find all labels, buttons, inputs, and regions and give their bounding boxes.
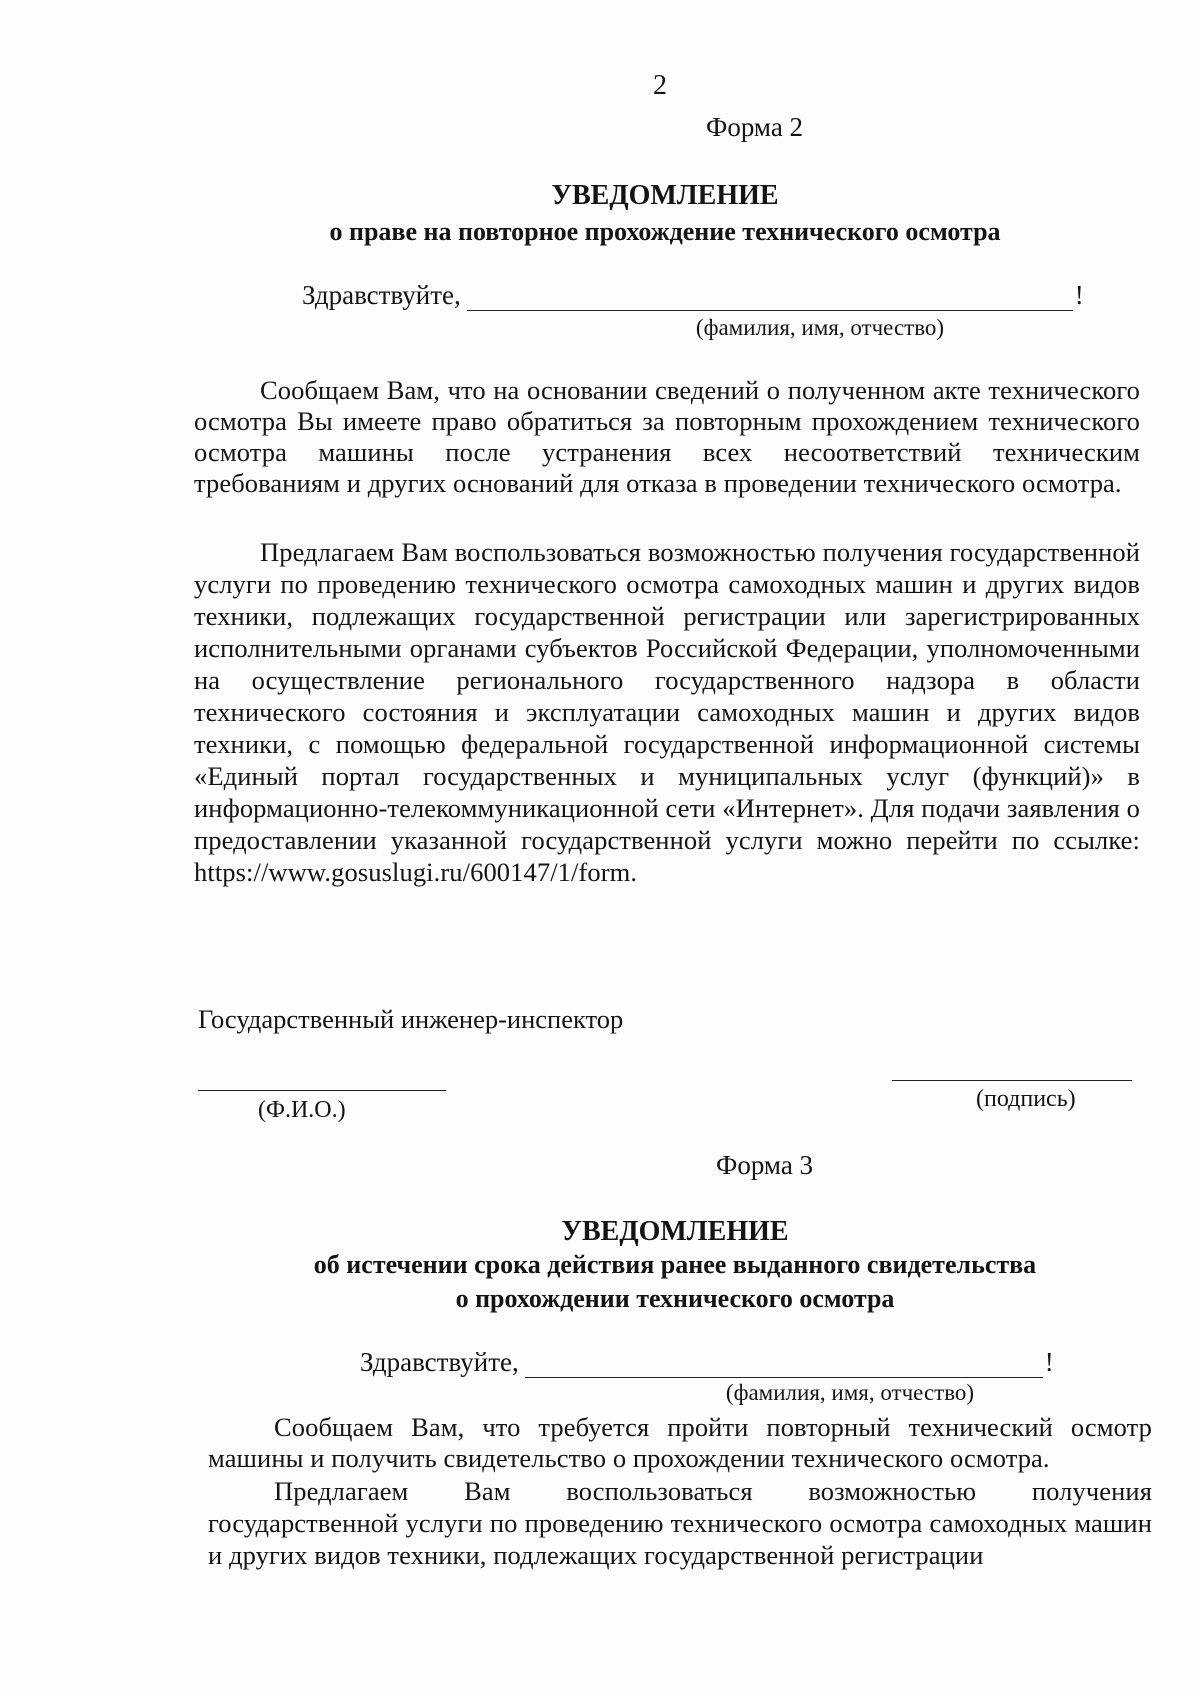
form3-name-blank — [525, 1349, 1043, 1378]
form3-greeting-row — [360, 1347, 1054, 1378]
form3-title: УВЕДОМЛЕНИЕ — [561, 1216, 789, 1247]
form2-title: УВЕДОМЛЕНИЕ — [551, 180, 779, 211]
form3-greeting-end: ! — [1044, 1347, 1054, 1377]
form2-signer-title: Государственный инженер-инспектор — [198, 1004, 624, 1034]
form2-subtitle: о праве на повторное прохождение технического осмотра — [329, 217, 1001, 246]
form2-fio-line — [198, 1090, 446, 1091]
form3-paragraph-2: Предлагаем Вам воспользоваться возможностью получения государственной услуги по проведению технического осмотра самоходных машин и других видов техники, подлежащих государственной регистрации — [208, 1476, 1152, 1570]
form3-label: Форма 3 — [716, 1150, 814, 1180]
form3-subtitle-line-1: об истечении срока действия ранее выданного свидетельства — [313, 1250, 1037, 1279]
page-number: 2 — [653, 70, 667, 101]
form2-name-caption: (фамилия, имя, отчество) — [695, 315, 945, 340]
form2-paragraph-2: Предлагаем Вам воспользоваться возможностью получения государственной услуги по проведению технического осмотра самоходных машин и других видов техники, подлежащих государственной регистрации или зарегистрированных исполнительными органами субъектов Российской Федерации, уполномоченными на осуществление регионального государственного надзора в области технического состояния и эксплуатации самоходных машин и других видов техники, с помощью федеральной государственной информационной системы «Единый портал государственных и муниципальных услуг (функций)» в информационно-телекоммуникационной сети «Интернет». Для подачи заявления о предоставлении указанной государственной услуги можно перейти по ссылке: https://www.gosuslugi.ru/600147/1/form. — [194, 537, 1140, 887]
form2-paragraph-1: Сообщаем Вам, что на основании сведений о полученном акте технического осмотра Вы имеете право обратиться за повторным прохождением технического осмотра машины после устранения всех несоответствий техническим требованиям и других оснований для отказа в проведении технического осмотра. — [194, 375, 1140, 498]
form2-signature-caption: (подпись) — [976, 1086, 1076, 1112]
form2-greeting-end: ! — [1074, 280, 1084, 310]
form2-signature-line — [892, 1080, 1132, 1081]
form2-fio-caption: (Ф.И.О.) — [258, 1097, 346, 1123]
form2-name-blank — [467, 282, 1073, 311]
form3-subtitle-line-2: о прохождении технического осмотра — [455, 1284, 895, 1313]
form2-greeting: Здравствуйте, — [302, 280, 461, 310]
form2-label: Форма 2 — [706, 112, 804, 142]
form3-greeting: Здравствуйте, — [360, 1347, 519, 1377]
form3-paragraph-1: Сообщаем Вам, что требуется пройти повторный технический осмотр машины и получить свидетельство о прохождении технического осмотра. — [208, 1412, 1152, 1473]
form3-name-caption: (фамилия, имя, отчество) — [725, 1380, 975, 1405]
form2-greeting-row — [302, 280, 1084, 311]
